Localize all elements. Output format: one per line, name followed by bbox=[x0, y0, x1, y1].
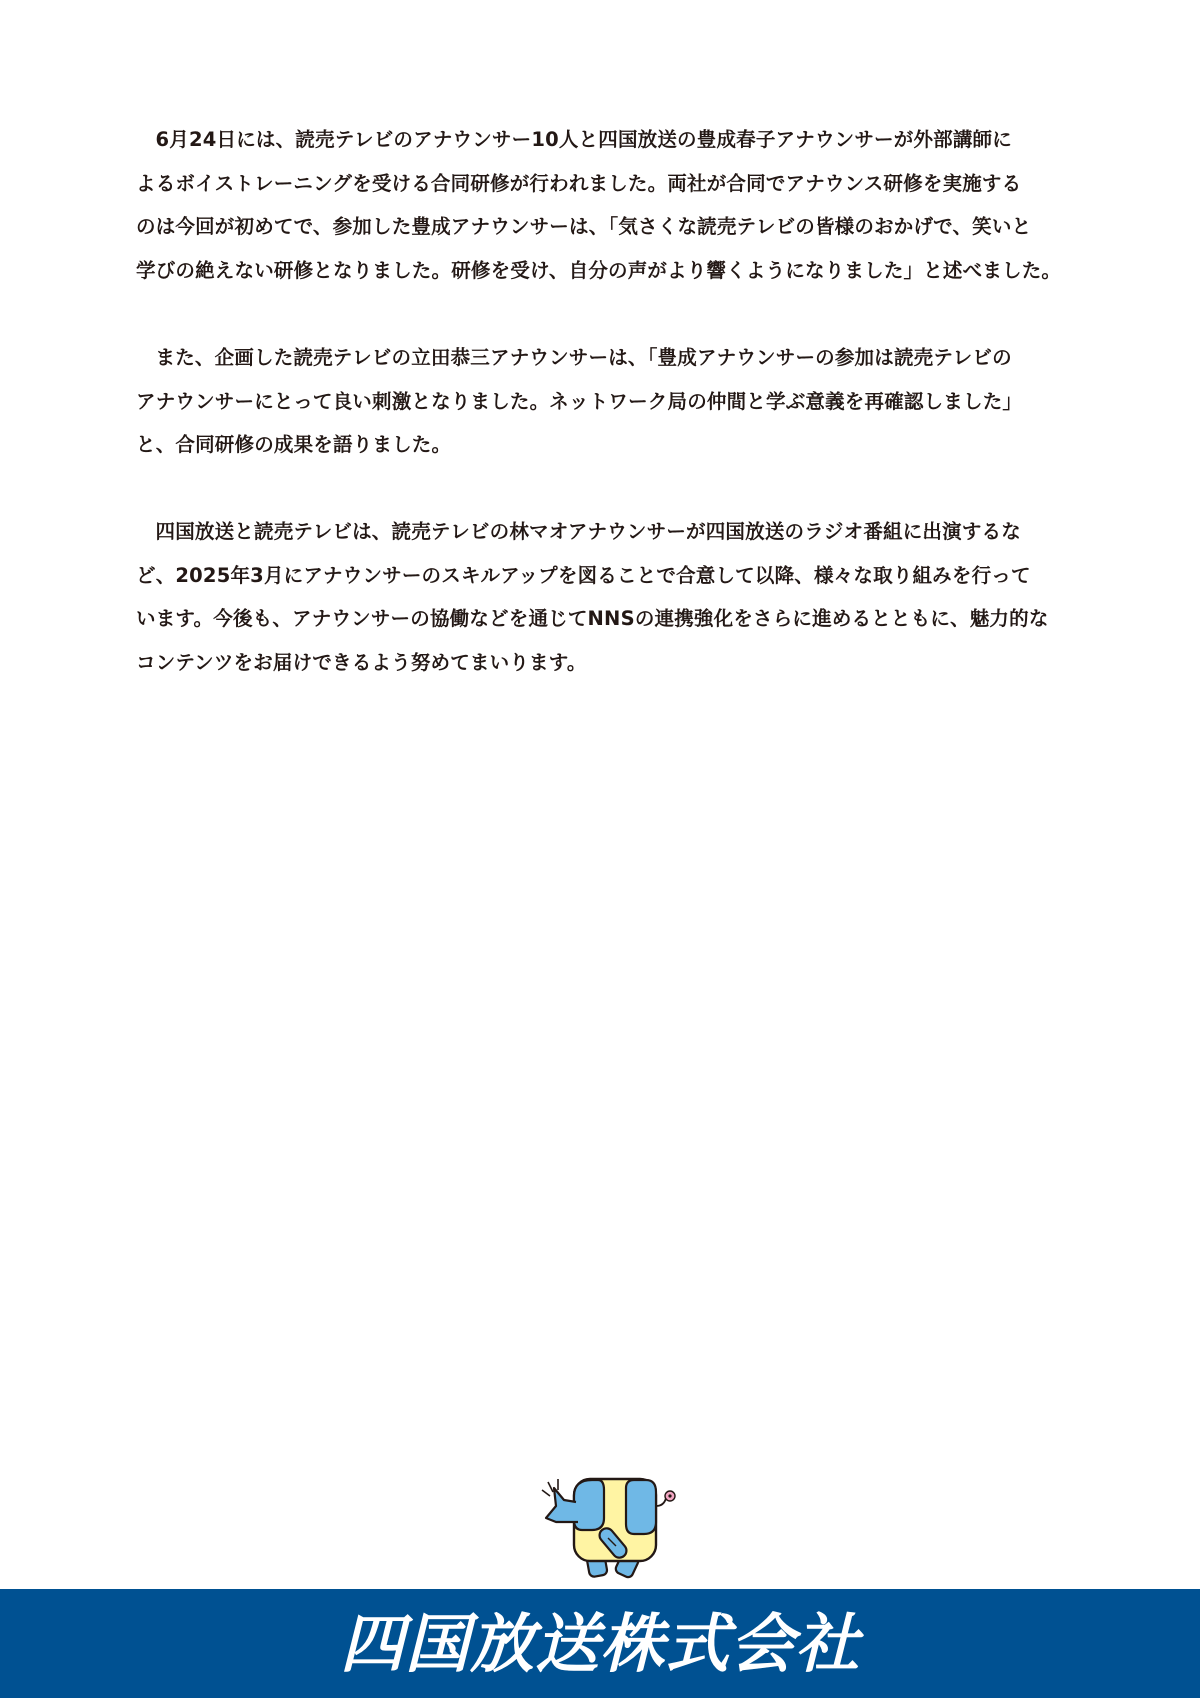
paragraph-joint-training: 6月24日には、読売テレビのアナウンサー10人と四国放送の豊成春子アナウンサーが外部講師に よるボイストレーニングを受ける合同研修が行われました。両社が合同でアナウンス研修を実施する のは今回が初めてで、参加した豊成アナウンサーは、「気さくな読売テレビの皆様のおかげで、笑いと 学びの絶えない研修となりました。研修を受け、自分の声がより響くようになりました」と述べました。 bbox=[136, 128, 1062, 283]
footer-bar bbox=[0, 1589, 1200, 1698]
paragraph-partnership: 四国放送と読売テレビは、読売テレビの林マオアナウンサーが四国放送のラジオ番組に出演するな ど、2025年3月にアナウンサーのスキルアップを図ることで合意して以降、様々な取り組みを行って います。今後も、アナウンサーの協働などを通じてNNSの連携強化をさらに進めるとともに、魅力的な コンテンツをお届けできるよう努めてまいります。 bbox=[136, 519, 1049, 675]
paragraph-organizer-comment: また、企画した読売テレビの立田恭三アナウンサーは、「豊成アナウンサーの参加は読売テレビの アナウンサーにとって良い刺激となりました。ネットワーク局の仲間と学ぶ意義を再確認しました」 と、合同研修の成果を語りました。 bbox=[136, 345, 1023, 457]
company-logo-text: 四国放送株式会社 bbox=[340, 1608, 860, 1682]
elephant-mascot-icon bbox=[538, 1476, 684, 1582]
press-release-body bbox=[136, 118, 1081, 728]
